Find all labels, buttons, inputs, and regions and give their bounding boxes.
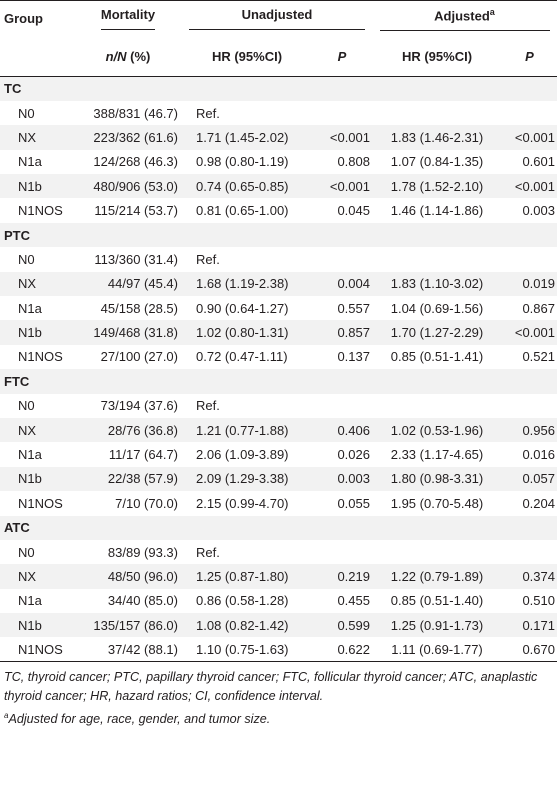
row-hr-adjusted: 1.78 (1.52-2.10) xyxy=(390,178,484,194)
table-row xyxy=(0,296,557,320)
row-p-unadjusted: 0.055 xyxy=(337,495,370,511)
header-mortality-label: Mortality xyxy=(101,7,155,30)
table-row xyxy=(0,491,557,515)
row-p-unadjusted: 0.406 xyxy=(337,422,370,438)
row-hr-unadjusted: 0.86 (0.58-1.28) xyxy=(196,593,289,609)
row-stage: N0 xyxy=(18,251,35,267)
group-header-row xyxy=(0,223,557,247)
table-row xyxy=(0,345,557,369)
row-stage: N0 xyxy=(18,398,35,414)
row-stage: N1NOS xyxy=(18,349,63,365)
row-stage: NX xyxy=(18,276,37,292)
table-row xyxy=(0,320,557,344)
row-p-adjusted: 0.867 xyxy=(522,300,555,316)
row-mortality: 388/831 (46.7) xyxy=(93,105,178,121)
row-p-unadjusted: 0.026 xyxy=(337,447,370,463)
table-row xyxy=(0,467,557,491)
table-row xyxy=(0,174,557,198)
header-row-2 xyxy=(0,37,557,77)
row-p-unadjusted xyxy=(312,394,372,418)
row-p-adjusted: 0.956 xyxy=(522,422,555,438)
table-body xyxy=(0,77,557,662)
footnote-adjusted xyxy=(4,706,553,729)
table-row xyxy=(0,247,557,271)
table-row xyxy=(0,637,557,661)
table-row xyxy=(0,125,557,149)
row-stage: N1NOS xyxy=(18,641,63,657)
row-hr-unadjusted: Ref. xyxy=(196,251,220,267)
row-hr-unadjusted: 0.72 (0.47-1.11) xyxy=(196,349,288,365)
header-unadjusted xyxy=(182,1,372,37)
row-p-adjusted: 0.016 xyxy=(522,447,555,463)
row-mortality: 44/97 (45.4) xyxy=(107,276,178,292)
row-mortality: 73/194 (37.6) xyxy=(100,398,178,414)
row-p-unadjusted: 0.557 xyxy=(337,300,370,316)
row-hr-adjusted: 1.83 (1.10-3.02) xyxy=(390,276,484,292)
row-hr-unadjusted: 1.68 (1.19-2.38) xyxy=(196,276,289,292)
row-p-adjusted xyxy=(502,394,557,418)
row-hr-adjusted: 1.22 (0.79-1.89) xyxy=(390,569,484,584)
header-p-unadjusted-label: P xyxy=(337,48,347,64)
row-hr-unadjusted: 2.09 (1.29-3.38) xyxy=(196,471,289,487)
table-row xyxy=(0,442,557,466)
row-p-adjusted: 0.374 xyxy=(522,569,555,584)
row-mortality: 223/362 (61.6) xyxy=(93,129,178,145)
row-mortality: 28/76 (36.8) xyxy=(107,422,178,438)
row-hr-unadjusted: Ref. xyxy=(196,105,220,121)
row-hr-adjusted: 1.25 (0.91-1.73) xyxy=(390,617,484,633)
row-hr-unadjusted: 0.74 (0.65-0.85) xyxy=(196,178,289,194)
header-adjusted-sup: a xyxy=(489,6,495,17)
row-p-adjusted: <0.001 xyxy=(514,129,555,145)
row-hr-adjusted xyxy=(372,540,502,564)
row-mortality: 37/42 (88.1) xyxy=(107,641,178,657)
table-row xyxy=(0,540,557,564)
row-p-adjusted: <0.001 xyxy=(514,178,555,194)
row-mortality: 45/158 (28.5) xyxy=(100,300,178,316)
row-mortality: 480/906 (53.0) xyxy=(93,178,178,194)
row-stage: NX xyxy=(18,129,37,145)
row-hr-adjusted xyxy=(372,394,502,418)
row-p-adjusted: 0.601 xyxy=(522,154,555,170)
row-p-unadjusted: <0.001 xyxy=(329,178,370,194)
row-hr-unadjusted: 1.21 (0.77-1.88) xyxy=(196,422,289,438)
header-hr-adjusted: HR (95%CI) xyxy=(401,48,473,64)
row-p-unadjusted: 0.599 xyxy=(337,617,370,633)
header-p-unadjusted xyxy=(312,37,372,77)
row-p-adjusted: 0.003 xyxy=(522,203,555,219)
table-footnotes xyxy=(0,662,557,729)
group-label: ATC xyxy=(4,520,30,536)
footnote-adjusted-sup: a xyxy=(4,711,9,721)
row-p-adjusted: 0.510 xyxy=(522,593,555,609)
header-adjusted-text: Adjusted xyxy=(434,7,490,23)
row-p-adjusted xyxy=(502,247,557,271)
row-hr-adjusted: 1.80 (0.98-3.31) xyxy=(390,471,484,487)
row-p-adjusted: 0.057 xyxy=(522,471,555,487)
group-header-row xyxy=(0,77,557,101)
table-row xyxy=(0,564,557,588)
row-stage: N1NOS xyxy=(18,495,63,511)
group-label: TC xyxy=(4,81,22,97)
footnote-adjusted-text: Adjusted for age, race, gender, and tumor size. xyxy=(8,712,271,727)
row-stage: N0 xyxy=(18,544,35,560)
row-mortality: 135/157 (86.0) xyxy=(93,617,178,633)
row-p-unadjusted: 0.003 xyxy=(337,471,370,487)
row-mortality: 124/268 (46.3) xyxy=(93,154,178,170)
row-hr-unadjusted: Ref. xyxy=(196,398,220,414)
row-hr-unadjusted: 2.06 (1.09-3.89) xyxy=(196,447,289,463)
header-adjusted xyxy=(372,1,557,37)
row-hr-unadjusted: 1.10 (0.75-1.63) xyxy=(196,641,289,657)
row-hr-unadjusted: 2.15 (0.99-4.70) xyxy=(196,495,289,511)
row-mortality: 149/468 (31.8) xyxy=(93,325,178,341)
row-mortality: 48/50 (96.0) xyxy=(107,569,178,584)
table-row xyxy=(0,418,557,442)
row-stage: N1NOS xyxy=(18,203,63,219)
header-unadjusted-label: Unadjusted xyxy=(189,7,365,30)
group-label: FTC xyxy=(4,373,30,389)
row-p-unadjusted: <0.001 xyxy=(329,129,370,145)
row-hr-adjusted xyxy=(372,247,502,271)
table-row xyxy=(0,394,557,418)
row-stage: N1b xyxy=(18,471,42,487)
table-row xyxy=(0,613,557,637)
table-row xyxy=(0,150,557,174)
row-hr-adjusted: 0.85 (0.51-1.41) xyxy=(390,349,484,365)
row-stage: N1a xyxy=(18,447,42,463)
row-p-adjusted: 0.019 xyxy=(522,276,555,292)
row-hr-unadjusted: 0.81 (0.65-1.00) xyxy=(196,203,289,219)
header-p-adjusted xyxy=(502,37,557,77)
row-p-unadjusted: 0.219 xyxy=(337,569,370,584)
row-mortality: 7/10 (70.0) xyxy=(115,495,178,511)
row-mortality: 115/214 (53.7) xyxy=(94,203,178,219)
row-stage: N1a xyxy=(18,154,42,170)
group-header-row xyxy=(0,369,557,393)
row-stage: N1a xyxy=(18,593,42,609)
header-pct: (%) xyxy=(126,48,151,64)
table-row xyxy=(0,101,557,125)
header-mortality xyxy=(74,1,182,37)
row-p-unadjusted: 0.137 xyxy=(337,349,370,365)
row-p-unadjusted xyxy=(312,247,372,271)
footnote-abbreviations: TC, thyroid cancer; PTC, papillary thyroid cancer; FTC, follicular thyroid cancer; ATC, anaplastic thyroid cancer; HR, hazard ratios; CI, confidence interval. xyxy=(4,670,538,704)
header-adjusted-label xyxy=(380,7,550,31)
row-hr-unadjusted: 1.02 (0.80-1.31) xyxy=(196,325,289,341)
row-mortality: 27/100 (27.0) xyxy=(100,349,178,365)
row-mortality: 22/38 (57.9) xyxy=(107,471,178,487)
row-hr-unadjusted: 1.71 (1.45-2.02) xyxy=(196,129,289,145)
row-hr-unadjusted: 1.25 (0.87-1.80) xyxy=(196,569,289,584)
row-stage: NX xyxy=(18,569,37,584)
row-p-adjusted: 0.521 xyxy=(522,349,555,365)
group-header-row xyxy=(0,516,557,540)
row-mortality: 113/360 (31.4) xyxy=(94,251,178,267)
row-stage: N1b xyxy=(18,617,42,633)
row-hr-adjusted: 1.07 (0.84-1.35) xyxy=(390,154,484,170)
row-stage: NX xyxy=(18,422,37,438)
row-hr-adjusted: 1.04 (0.69-1.56) xyxy=(390,300,484,316)
row-mortality: 83/89 (93.3) xyxy=(107,544,178,560)
table-row xyxy=(0,589,557,613)
row-hr-adjusted: 2.33 (1.17-4.65) xyxy=(390,447,484,463)
header-group: Group xyxy=(4,11,43,27)
row-p-unadjusted xyxy=(312,101,372,125)
row-p-adjusted xyxy=(502,540,557,564)
row-hr-unadjusted: 0.98 (0.80-1.19) xyxy=(196,154,289,170)
row-hr-unadjusted: Ref. xyxy=(196,544,220,560)
row-p-adjusted: 0.204 xyxy=(522,495,555,511)
row-stage: N1b xyxy=(18,178,42,194)
header-n-italic: n/N xyxy=(105,48,127,64)
row-p-adjusted: 0.670 xyxy=(522,641,555,657)
row-mortality: 11/17 (64.7) xyxy=(108,447,178,463)
row-p-unadjusted: 0.045 xyxy=(337,203,370,219)
row-p-unadjusted xyxy=(312,540,372,564)
row-p-adjusted xyxy=(502,101,557,125)
header-hr-unadjusted: HR (95%CI) xyxy=(211,48,283,64)
row-mortality: 34/40 (85.0) xyxy=(107,593,178,609)
row-p-adjusted: 0.171 xyxy=(522,617,555,633)
row-hr-adjusted: 0.85 (0.51-1.40) xyxy=(390,593,484,609)
table-row xyxy=(0,198,557,222)
row-p-unadjusted: 0.004 xyxy=(337,276,370,292)
table-row xyxy=(0,272,557,296)
row-p-unadjusted: 0.857 xyxy=(337,325,370,341)
row-p-unadjusted: 0.622 xyxy=(337,641,370,657)
header-n-pct xyxy=(74,37,182,77)
row-hr-adjusted: 1.02 (0.53-1.96) xyxy=(390,422,484,438)
row-hr-adjusted xyxy=(372,101,502,125)
row-hr-adjusted: 1.95 (0.70-5.48) xyxy=(390,495,484,511)
row-p-unadjusted: 0.455 xyxy=(337,593,370,609)
row-hr-adjusted: 1.83 (1.46-2.31) xyxy=(390,129,484,145)
header-row-1 xyxy=(0,1,557,37)
row-hr-adjusted: 1.11 (0.69-1.77) xyxy=(391,641,483,657)
header-empty xyxy=(0,37,74,77)
row-hr-adjusted: 1.70 (1.27-2.29) xyxy=(390,325,484,341)
header-p-adjusted-label: P xyxy=(525,48,534,64)
row-stage: N1b xyxy=(18,325,42,341)
row-stage: N1a xyxy=(18,300,42,316)
row-p-unadjusted: 0.808 xyxy=(337,154,370,170)
row-p-adjusted: <0.001 xyxy=(514,325,555,341)
row-hr-unadjusted: 1.08 (0.82-1.42) xyxy=(196,617,289,633)
group-label: PTC xyxy=(4,227,30,243)
row-stage: N0 xyxy=(18,105,35,121)
row-hr-unadjusted: 0.90 (0.64-1.27) xyxy=(196,300,289,316)
row-hr-adjusted: 1.46 (1.14-1.86) xyxy=(390,203,484,219)
